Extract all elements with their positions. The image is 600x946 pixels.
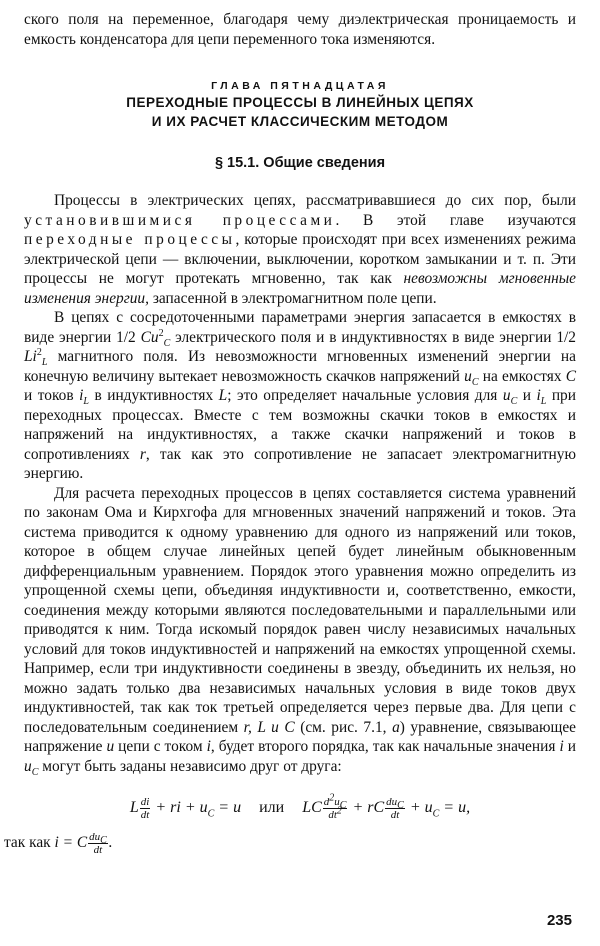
paragraph-1: Процессы в электрических цепях, рассматривавшиеся до сих пор, были установившимися процессами. В этой главе изучаются переходные процессы, которые происходят при всех изменениях режима электрической цепи — включении, выключении, коротком замыкании и т. п. Эти процессы не могут протекать мгновенно, так как невозможны мгновенные изменения энергии, запасенной в электромагнитном поле цепи.	[24, 192, 577, 307]
intro-paragraph: ского поля на переменное, благодаря чему диэлектрическая проницаемость и емкость конденсатора для цепи переменного тока изменяются.	[24, 11, 576, 48]
formula-or: или	[259, 799, 285, 817]
current-relation: i = C $\frac{du_C}{dt}$ .	[54, 831, 113, 856]
emphasis-transient: переходные процессы	[24, 231, 236, 248]
formula-capacitor-energy: 1/2 $Cu^2_C$	[116, 327, 171, 349]
page-number: 235	[546, 912, 572, 929]
section-title: § 15.1. Общие сведения	[214, 155, 386, 171]
chapter-title-line2: И ИХ РАСЧЕТ КЛАССИЧЕСКИМ МЕТОДОМ	[151, 114, 449, 129]
paragraph-3: Для расчета переходных процессов в цепях составляется система уравнений по законам Ома и Кирхгофа для мгновенных значений напряжений и токов. Эта система приводится к одному уравнению для одного из напряжений или токов, которое в общем случае линейных цепей будет линейным обыкновенным дифференциальным уравнением. Порядок этого уравнения можно определить из упрощенной схемы цепи, объединяя индуктивности и, соответственно, емкости, соединения между которыми являются последовательными и параллельными или приводятся к ним. Тогда искомый порядок равен числу независимых начальных условий для токов индуктивностей и напряжений на емкостях упрощенной схемы. Например, если три индуктивности соединены в звезду, объединить их нельзя, но можно задать только два независимых начальных условия в виде токов двух индуктивностей, так как ток третьей определяется через первые два. Для цепи с последовательным соединением r, L и C (см. рис. 7.1, а) уравнение, связывающее напряжение u цепи с током i, будет второго порядка, так как начальные значения i и $u_C$ могут быть заданы независимо друг от друга:	[24, 484, 576, 778]
emphasis-steady-state: установившимися процессами	[24, 211, 336, 229]
chapter-title-line1: ПЕРЕХОДНЫЕ ПРОЦЕССЫ В ЛИНЕЙНЫХ ЦЕПЯХ	[126, 95, 474, 110]
paragraph-2: В цепях с сосредоточенными параметрами энергия запасается в емкостях в виде энергии 1/2 $Cu^2_C$ электрического поля и в индуктивностях в виде энергии 1/2 $Li^2_L$ магнитного поля. Из невозможности мгновенных изменений энергии на конечную величину вытекает невозможность скачков напряжений $u_C$ на емкостях C и токов $i_L$ в индуктивностях L; это определяет начальные условия для $u_C$ и $i_L$ при переходных процессах. Вместе с тем возможны скачки токов в емкостях и напряжений на индуктивностях, а также скачки напряжений и токов в сопротивлениях r, так как это сопротивление не запасает электромагнитную энергию.	[24, 309, 577, 482]
differential-equation: L $\frac{di}{dt}$ + ri + $u_C = u$ или LC $\frac{d^2u_C}{dt^2}$ + rC $\frac{du_C}{dt}$ + $u_C = u$,	[129, 792, 471, 821]
closing-line: так как i = C $\frac{du_C}{dt}$ .	[4, 831, 113, 856]
chapter-label: ГЛАВА ПЯТНАДЦАТАЯ	[211, 80, 389, 92]
emphasis-energy: невозможны мгновенные изменения энергии,	[24, 270, 577, 307]
formula-inductor-energy: 1/2 $Li^2_L$	[24, 328, 576, 369]
chapter-heading	[24, 79, 576, 131]
page-content	[4, 10, 577, 856]
